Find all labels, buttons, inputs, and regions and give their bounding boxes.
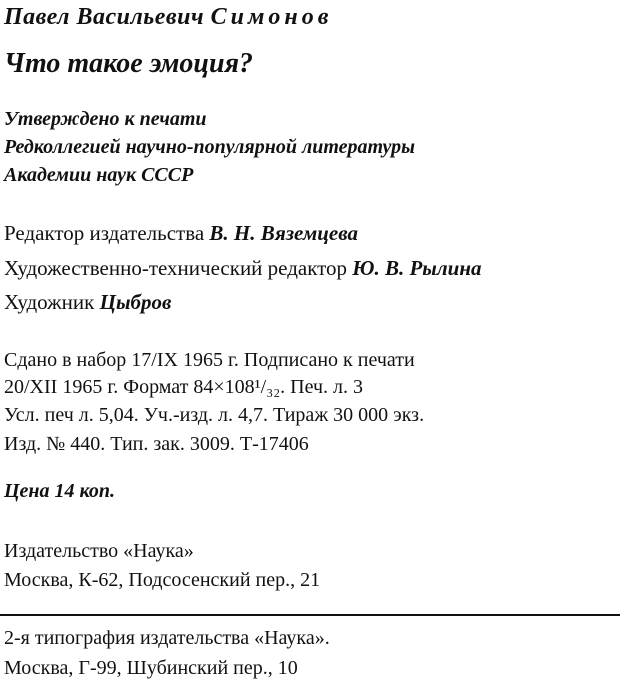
credit-artist	[4, 290, 171, 315]
author-first-names: Павел Васильевич	[4, 4, 205, 30]
imprint-line: Изд. № 440. Тип. зак. 3009. Т-17406	[4, 433, 309, 455]
credit-role: Художественно-технический редактор	[4, 256, 348, 280]
imprint-line: 20/XII 1965 г. Формат 84×108¹/₃₂. Печ. л. 3	[4, 376, 364, 398]
divider-rule	[0, 614, 620, 616]
publisher-line: Издательство «Наука»	[4, 540, 194, 562]
credit-role: Художник	[4, 290, 95, 314]
credit-name: Ю. В. Рылина	[352, 256, 482, 280]
printer-address: Москва, Г-99, Шубинский пер., 10	[4, 657, 298, 679]
credit-role: Редактор издательства	[4, 221, 205, 245]
author-name	[4, 4, 332, 31]
publisher-address: Москва, К-62, Подсосенский пер., 21	[4, 569, 321, 591]
imprint-line: Сдано в набор 17/IX 1965 г. Подписано к печати	[4, 349, 415, 371]
credit-name: В. Н. Вяземцева	[209, 221, 358, 245]
imprint-line: Усл. печ л. 5,04. Уч.-изд. л. 4,7. Тираж 30 000 экз.	[4, 404, 425, 426]
credit-editor	[4, 221, 358, 246]
approval-line: Редколлегией научно-популярной литературы	[4, 136, 416, 158]
approval-line: Академии наук СССР	[4, 164, 194, 186]
book-title: Что такое эмоция?	[4, 48, 253, 79]
credit-technical-editor	[4, 256, 482, 281]
approval-line: Утверждено к печати	[4, 108, 207, 130]
price: Цена 14 коп.	[4, 480, 116, 502]
printer-line: 2-я типография издательства «Наука».	[4, 627, 330, 649]
credit-name: Цыбров	[99, 290, 172, 314]
author-surname: Симонов	[210, 4, 333, 30]
